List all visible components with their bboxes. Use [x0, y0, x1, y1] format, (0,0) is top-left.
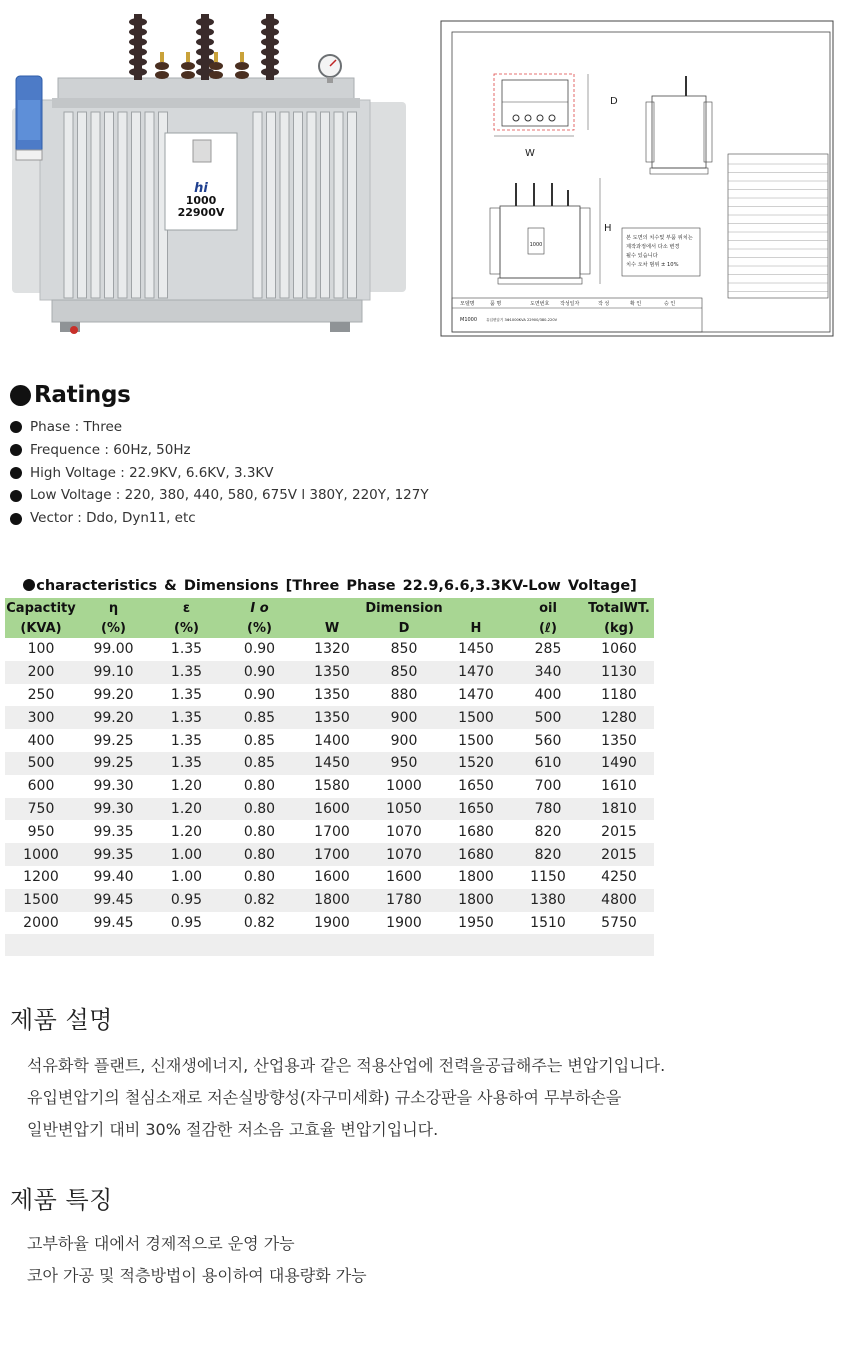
table-cell: 850: [390, 641, 418, 658]
table-cell: 0.90: [243, 641, 276, 658]
table-cell: [296, 934, 368, 956]
bullet-icon: [10, 467, 22, 479]
table-cell: 1.20: [170, 823, 203, 840]
table-row: [5, 729, 654, 752]
header-cell: (KVA): [5, 618, 77, 638]
table-cell: 99.40: [93, 869, 134, 886]
table-cell: 1650: [458, 778, 494, 795]
table-cell: 560: [534, 732, 562, 749]
table-cell: [5, 934, 77, 956]
table-cell: 600: [27, 778, 55, 795]
table-cell: 0.95: [150, 889, 223, 912]
table-cell: 1070: [368, 843, 440, 866]
table-cell: 285: [534, 641, 562, 658]
rating-text: Frequence : 60Hz, 50Hz: [30, 441, 191, 458]
badge-voltage: 22900V: [177, 206, 225, 219]
bullet-icon: [10, 421, 22, 433]
table-cell: 1470: [458, 686, 494, 703]
table-cell: 0.80: [243, 778, 276, 795]
table-cell: 0.85: [223, 752, 296, 775]
bullet-icon: [10, 513, 22, 525]
table-cell: 99.35: [93, 823, 134, 840]
table-cell: 850: [368, 661, 440, 684]
note-line: 치수 오차 범위 ± 10%: [626, 262, 679, 268]
table-cell: 250: [27, 686, 55, 703]
dim-h-label: H: [604, 223, 612, 234]
table-cell: 1.35: [150, 706, 223, 729]
tb-header: 품 명: [490, 301, 502, 307]
table-cell: 820: [512, 843, 584, 866]
table-cell: [150, 934, 223, 956]
table-cell: 400: [534, 686, 562, 703]
table-cell: [440, 934, 512, 956]
rating-item: [10, 416, 429, 439]
rating-item: [10, 484, 429, 507]
rating-text: Low Voltage : 220, 380, 440, 580, 675V l 380Y, 220Y, 127Y: [30, 487, 429, 504]
rating-text: Vector : Ddo, Dyn11, etc: [30, 510, 196, 527]
table-row: [5, 798, 654, 821]
table-cell: [368, 934, 440, 956]
table-cell: 0.80: [223, 798, 296, 821]
table-cell: 1500: [440, 706, 512, 729]
header-cell: I o: [223, 598, 296, 618]
table-cell: 0.80: [243, 823, 276, 840]
table-cell: 1050: [368, 798, 440, 821]
spec-table: [5, 598, 654, 956]
table-cell: 1350: [296, 661, 368, 684]
table-cell: 1600: [314, 869, 350, 886]
table-cell: 1000: [386, 778, 422, 795]
table-cell: 1400: [314, 732, 350, 749]
table-cell: 500: [5, 752, 77, 775]
table-cell: 820: [534, 823, 562, 840]
table-cell: 2015: [584, 843, 654, 866]
table-cell: [584, 934, 654, 956]
table-row: [5, 638, 654, 661]
table-cell: 0.90: [223, 661, 296, 684]
header-row: [5, 598, 654, 618]
table-row: [5, 843, 654, 866]
table-cell: 1450: [458, 641, 494, 658]
table-cell: 750: [5, 798, 77, 821]
table-cell: 1150: [530, 869, 566, 886]
header-cell: Dimension: [296, 598, 512, 618]
table-row: [5, 752, 654, 775]
badge-model: 1000: [185, 194, 217, 207]
badge-logo: hi: [194, 181, 208, 196]
description-line: 일반변압기 대비 30% 절감한 저소음 고효율 변압기입니다.: [27, 1120, 439, 1139]
table-cell: 1.35: [170, 732, 203, 749]
header-cell: W: [296, 618, 368, 638]
technical-drawing: [438, 18, 838, 340]
table-cell: 1200: [23, 869, 59, 886]
table-cell: 0.80: [223, 843, 296, 866]
note-line: 제작과정에서 다소 변경: [626, 244, 680, 250]
table-cell: 1350: [314, 686, 350, 703]
feature-line: 고부하율 대에서 경제적으로 운영 가능: [27, 1234, 295, 1253]
table-cell: 0.95: [170, 914, 203, 931]
table-cell: 1900: [314, 914, 350, 931]
table-cell: 4800: [584, 889, 654, 912]
rating-item: [10, 439, 429, 462]
header-cell: (kg): [584, 618, 654, 638]
bullet-icon: [10, 385, 31, 406]
table-row: [5, 661, 654, 684]
table-cell: 99.25: [77, 752, 150, 775]
table-cell: 0.90: [243, 686, 276, 703]
spec-table-title-text: characteristics & Dimensions [Three Phase 22.9,6.6,3.3KV-Low Voltage]: [36, 578, 637, 594]
table-cell: 1650: [440, 798, 512, 821]
table-cell: 1950: [458, 914, 494, 931]
tb-header: 작 성: [598, 301, 610, 307]
table-cell: 1680: [458, 823, 494, 840]
table-cell: 99.20: [77, 706, 150, 729]
ratings-title: Ratings: [34, 382, 131, 408]
product-description-title: 제품 설명: [10, 1006, 113, 1034]
tb-model: M1000: [460, 317, 478, 323]
rating-item: [10, 507, 429, 530]
product-description-section: [10, 1000, 665, 1146]
table-cell: 1600: [296, 798, 368, 821]
header-cell: TotalWT.: [584, 598, 654, 618]
header-cell: (%): [150, 618, 223, 638]
table-cell: 99.35: [77, 843, 150, 866]
table-cell: 1520: [440, 752, 512, 775]
table-cell: 1.35: [170, 686, 203, 703]
rating-text: High Voltage : 22.9KV, 6.6KV, 3.3KV: [30, 464, 274, 481]
table-cell: 1800: [458, 869, 494, 886]
header-cell: D: [368, 618, 440, 638]
table-cell: 1500: [458, 732, 494, 749]
dim-d-label: D: [610, 96, 618, 107]
table-cell: 300: [5, 706, 77, 729]
header-cell: (ℓ): [512, 618, 584, 638]
table-cell: 0.82: [223, 889, 296, 912]
ratings-heading: [10, 382, 429, 408]
table-cell: 1470: [440, 661, 512, 684]
table-cell: 1130: [584, 661, 654, 684]
table-cell: 1.20: [170, 778, 203, 795]
table-cell: 500: [512, 706, 584, 729]
table-cell: 1700: [296, 843, 368, 866]
table-cell: 340: [512, 661, 584, 684]
table-cell: 99.25: [93, 732, 134, 749]
tb-header: 모델명: [460, 301, 475, 307]
table-cell: 1680: [440, 843, 512, 866]
table-cell: 1700: [314, 823, 350, 840]
table-row: [5, 889, 654, 912]
spec-table-title: [5, 578, 655, 594]
table-cell: 99.10: [77, 661, 150, 684]
product-features-title: 제품 특징: [10, 1186, 113, 1214]
table-cell: 400: [27, 732, 55, 749]
table-cell: 0.80: [243, 869, 276, 886]
table-cell: 1070: [386, 823, 422, 840]
table-cell: 2000: [23, 914, 59, 931]
table-cell: 99.45: [77, 889, 150, 912]
bullet-icon: [10, 444, 22, 456]
header-cell: (%): [223, 618, 296, 638]
table-cell: [512, 934, 584, 956]
table-row-empty: [5, 934, 654, 956]
product-features-section: [10, 1180, 367, 1292]
feature-line: 코아 가공 및 적층방법이 용이하여 대용량화 가능: [27, 1266, 367, 1285]
table-cell: 880: [390, 686, 418, 703]
table-cell: 900: [368, 706, 440, 729]
header-cell: ε: [150, 598, 223, 618]
dim-w-label: W: [525, 148, 535, 159]
rating-text: Phase : Three: [30, 419, 123, 435]
bullet-icon: [23, 579, 35, 591]
table-cell: 1810: [584, 798, 654, 821]
header-cell: η: [77, 598, 150, 618]
table-cell: 200: [5, 661, 77, 684]
header-cell: oil: [512, 598, 584, 618]
table-cell: 1350: [601, 732, 637, 749]
table-row: [5, 684, 654, 707]
table-cell: 1.00: [170, 869, 203, 886]
table-row: [5, 912, 654, 935]
table-cell: 100: [27, 641, 55, 658]
table-cell: 99.30: [77, 798, 150, 821]
table-cell: 1180: [601, 686, 637, 703]
table-cell: 1350: [296, 706, 368, 729]
table-cell: 950: [27, 823, 55, 840]
table-cell: 1610: [601, 778, 637, 795]
header-row: [5, 618, 654, 638]
table-cell: 99.00: [93, 641, 134, 658]
table-cell: 1600: [386, 869, 422, 886]
table-cell: 1.35: [150, 661, 223, 684]
rating-item: [10, 462, 429, 485]
table-cell: 900: [390, 732, 418, 749]
note-line: 본 도면의 치수및 부품 위치는: [626, 235, 693, 241]
table-cell: 1.00: [150, 843, 223, 866]
table-cell: 610: [512, 752, 584, 775]
header-cell: Capactity: [5, 598, 77, 618]
table-cell: 1510: [530, 914, 566, 931]
table-cell: 1800: [440, 889, 512, 912]
tb-header: 확 인: [630, 301, 642, 307]
ratings-list: [10, 416, 429, 530]
ratings-section: [10, 382, 429, 530]
table-cell: 1000: [5, 843, 77, 866]
table-row: [5, 706, 654, 729]
table-cell: [223, 934, 296, 956]
tb-product: 유입변압기 3Φ1000KVA 22900/380-220V: [486, 318, 558, 322]
table-cell: 1800: [296, 889, 368, 912]
note-line: 될수 있습니다: [626, 253, 658, 259]
table-cell: 700: [534, 778, 562, 795]
table-cell: 4250: [601, 869, 637, 886]
table-cell: 99.20: [93, 686, 134, 703]
table-cell: 0.85: [223, 706, 296, 729]
front-view-label: 1000: [529, 242, 543, 248]
table-row: [5, 820, 654, 843]
tb-header: 도면번호: [530, 301, 550, 307]
table-cell: 1490: [584, 752, 654, 775]
header-cell: H: [440, 618, 512, 638]
bullet-icon: [10, 490, 22, 502]
table-cell: 1580: [314, 778, 350, 795]
table-row: [5, 775, 654, 798]
description-line: 유입변압기의 철심소재로 저손실방향성(자구미세화) 규소강판을 사용하여 무부하손을: [27, 1088, 622, 1107]
table-cell: [77, 934, 150, 956]
table-cell: 1780: [368, 889, 440, 912]
table-cell: 1500: [5, 889, 77, 912]
description-line: 석유화학 플랜트, 신재생에너지, 산업용과 같은 적용산업에 전력을공급해주는 변압기입니다.: [27, 1056, 666, 1075]
table-cell: 1.20: [150, 798, 223, 821]
transformer-photo: [0, 0, 430, 345]
table-cell: 1060: [601, 641, 637, 658]
table-cell: 99.45: [93, 914, 134, 931]
table-row: [5, 866, 654, 889]
header-cell: (%): [77, 618, 150, 638]
table-cell: 780: [512, 798, 584, 821]
tb-header: 작성일자: [560, 301, 580, 307]
table-cell: 1320: [314, 641, 350, 658]
tb-header: 승 인: [664, 301, 676, 307]
table-cell: 1450: [296, 752, 368, 775]
table-cell: 1.35: [170, 641, 203, 658]
table-cell: 0.82: [243, 914, 276, 931]
table-cell: 1.35: [150, 752, 223, 775]
table-cell: 1380: [512, 889, 584, 912]
table-cell: 1280: [584, 706, 654, 729]
table-cell: 0.85: [243, 732, 276, 749]
table-cell: 2015: [601, 823, 637, 840]
table-cell: 99.30: [93, 778, 134, 795]
table-cell: 950: [368, 752, 440, 775]
table-cell: 1900: [386, 914, 422, 931]
table-cell: 5750: [601, 914, 637, 931]
